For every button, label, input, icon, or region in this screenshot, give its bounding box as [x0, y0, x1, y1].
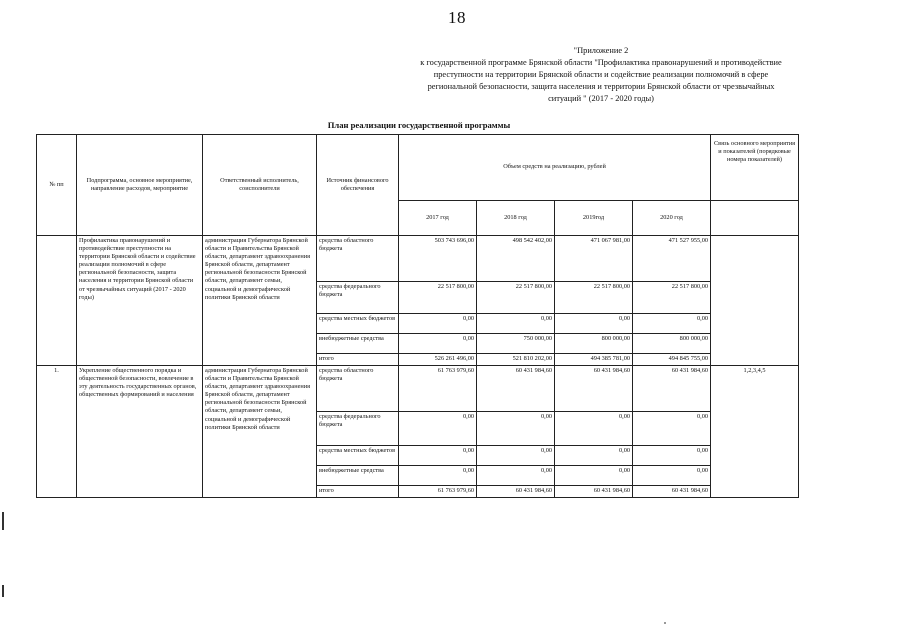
- cell-value: 0,00: [399, 334, 477, 354]
- cell-link: 1,2,3,4,5: [711, 366, 799, 412]
- cell-total: 60 431 984,60: [477, 486, 555, 498]
- cell-total: 521 810 202,00: [477, 354, 555, 366]
- cell-total: 60 431 984,60: [555, 486, 633, 498]
- cell-num-blank: [37, 486, 77, 498]
- appendix-line: ситуаций " (2017 - 2020 годы): [548, 94, 654, 103]
- cell-value: 0,00: [555, 412, 633, 446]
- cell-link-blank: [711, 412, 799, 446]
- appendix-line: преступности на территории Брянской области и содействие реализации полномочий в сфере: [433, 70, 769, 79]
- cell-program-name: Профилактика правонарушений и противодействие преступности на территории Брянской области и содействие реализации полномочий в сфере региональной безопасности, защита населения и территории Брянской области от чрезвычайных ситуаций (2017 - 2020 годы): [77, 236, 203, 366]
- cell-value: 0,00: [555, 446, 633, 466]
- cell-executor: администрация Губернатора Брянской области и Правительства Брянской области, департамент здравоохранения Брянской области, департамент региональной безопасности Брянской области, департамент семьи, социальной и демографической политики Брянской области: [203, 366, 317, 498]
- cell-value: 471 527 955,00: [633, 236, 711, 282]
- cell-num-blank: [37, 412, 77, 446]
- appendix-header: [386, 45, 816, 105]
- cell-link: [711, 236, 799, 282]
- cell-value: 22 517 800,00: [477, 282, 555, 314]
- header-year: 2018 год: [477, 201, 555, 236]
- cell-link-blank: [711, 354, 799, 366]
- cell-num-blank: [37, 314, 77, 334]
- cell-value: 0,00: [555, 466, 633, 486]
- cell-value: 471 067 981,00: [555, 236, 633, 282]
- cell-value: 61 763 979,60: [399, 366, 477, 412]
- cell-link-blank: [711, 334, 799, 354]
- cell-value: 800 000,00: [555, 334, 633, 354]
- cell-source: средства федерального бюджета: [317, 282, 399, 314]
- cell-value: 0,00: [633, 314, 711, 334]
- header-link: Связь основного мероприятия и показателей (порядковые номера показателей): [711, 135, 799, 201]
- cell-total: 494 845 755,00: [633, 354, 711, 366]
- cell-value: 0,00: [399, 446, 477, 466]
- cell-value: 0,00: [399, 466, 477, 486]
- cell-source-total: итого: [317, 354, 399, 366]
- document-title: План реализации государственной программы: [327, 120, 511, 130]
- cell-value: 0,00: [633, 446, 711, 466]
- cell-num-blank: [37, 466, 77, 486]
- scan-artifact: [664, 622, 666, 624]
- cell-source-total: итого: [317, 486, 399, 498]
- cell-num-blank: [37, 354, 77, 366]
- cell-source: средства областного бюджета: [317, 236, 399, 282]
- cell-link-blank: [711, 314, 799, 334]
- cell-executor: администрация Губернатора Брянской области и Правительства Брянской области, департамент здравоохранения Брянской области, департамент региональной безопасности Брянской области, департамент семьи, социальной и демографической политики Брянской области: [203, 236, 317, 366]
- cell-value: 0,00: [477, 446, 555, 466]
- cell-num-blank: [37, 446, 77, 466]
- cell-value: 22 517 800,00: [399, 282, 477, 314]
- header-subprogram: Подпрограмма, основное мероприятие, направление расходов, мероприятие: [77, 135, 203, 236]
- cell-total: 526 261 496,00: [399, 354, 477, 366]
- cell-source: средства местных бюджетов: [317, 446, 399, 466]
- cell-value: 0,00: [633, 412, 711, 446]
- cell-value: 60 431 984,60: [555, 366, 633, 412]
- cell-source: внебюджетные средства: [317, 466, 399, 486]
- scan-artifact: [2, 585, 4, 597]
- appendix-line: к государственной программе Брянской области "Профилактика правонарушений и противодействие: [420, 58, 782, 67]
- header-year: 2020 год: [633, 201, 711, 236]
- cell-value: 498 542 402,00: [477, 236, 555, 282]
- cell-value: 60 431 984,60: [477, 366, 555, 412]
- cell-value: 0,00: [477, 466, 555, 486]
- cell-link-blank: [711, 446, 799, 466]
- cell-value: 0,00: [555, 314, 633, 334]
- page-number: 18: [448, 8, 466, 27]
- cell-value: 0,00: [399, 314, 477, 334]
- plan-table: [36, 134, 799, 498]
- scan-artifact: [2, 512, 4, 530]
- appendix-line: региональной безопасности, защита населения и территории Брянской области от чрезвычайных: [427, 82, 775, 91]
- cell-num-blank: [37, 282, 77, 314]
- cell-link-blank: [711, 466, 799, 486]
- cell-value: 0,00: [477, 412, 555, 446]
- header-volume: Объем средств на реализацию, рублей: [399, 135, 711, 201]
- cell-total: 61 763 979,60: [399, 486, 477, 498]
- cell-source: средства областного бюджета: [317, 366, 399, 412]
- cell-value: 0,00: [633, 466, 711, 486]
- cell-link-blank: [711, 486, 799, 498]
- cell-value: 22 517 800,00: [633, 282, 711, 314]
- appendix-line: "Приложение 2: [573, 46, 629, 55]
- cell-source: внебюджетные средства: [317, 334, 399, 354]
- header-link-blank: [711, 201, 799, 236]
- header-executor: Ответственный исполнитель, соисполнители: [203, 135, 317, 236]
- cell-value: 503 743 696,00: [399, 236, 477, 282]
- header-year: 2019год: [555, 201, 633, 236]
- cell-num-blank: [37, 334, 77, 354]
- cell-num: [37, 236, 77, 282]
- cell-value: 22 517 800,00: [555, 282, 633, 314]
- cell-value: 0,00: [399, 412, 477, 446]
- cell-total: 60 431 984,60: [633, 486, 711, 498]
- cell-measure-name: Укрепление общественного порядка и общественной безопасности, вовлечение в эту деятельность государственных органов, общественных формирований и населения: [77, 366, 203, 498]
- cell-link-blank: [711, 282, 799, 314]
- header-year: 2017 год: [399, 201, 477, 236]
- cell-value: 800 000,00: [633, 334, 711, 354]
- cell-value: 60 431 984,60: [633, 366, 711, 412]
- cell-value: 0,00: [477, 314, 555, 334]
- cell-source: средства местных бюджетов: [317, 314, 399, 334]
- cell-num: 1.: [37, 366, 77, 412]
- header-num: № пп: [37, 135, 77, 236]
- cell-value: 750 000,00: [477, 334, 555, 354]
- cell-source: средства федерального бюджета: [317, 412, 399, 446]
- header-source: Источник финансового обеспечения: [317, 135, 399, 236]
- cell-total: 494 385 781,00: [555, 354, 633, 366]
